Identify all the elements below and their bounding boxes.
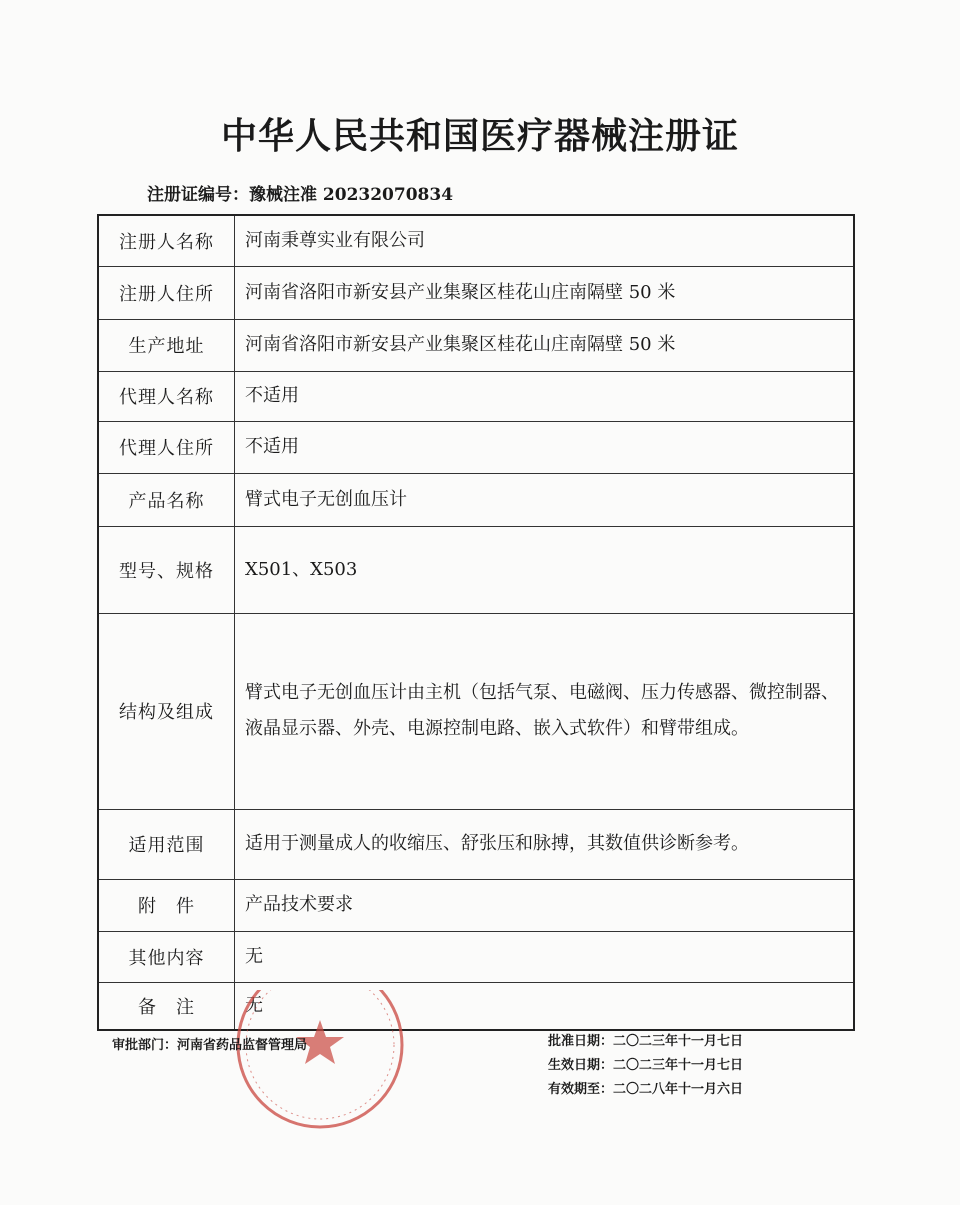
row-key: 其他内容 [98, 931, 235, 982]
row-value: 不适用 [235, 371, 855, 421]
expiry-date: 有效期至：二〇二八年十一月六日 [548, 1082, 744, 1097]
table-row [98, 931, 854, 982]
row-key: 备 注 [98, 982, 235, 1030]
table-row [98, 266, 854, 319]
row-key: 注册人名称 [98, 215, 235, 266]
row-value: 臂式电子无创血压计由主机（包括气泵、电磁阀、压力传感器、微控制器、液晶显示器、外壳、电源控制电路、嵌入式软件）和臂带组成。 [235, 613, 855, 809]
cert-number-value: 豫械注准 20232070834 [249, 185, 454, 205]
official-seal [230, 990, 410, 1130]
table-row [98, 809, 854, 879]
approval-date: 批准日期：二〇二三年十一月七日 [548, 1034, 744, 1049]
effective-date: 生效日期：二〇二三年十一月七日 [548, 1058, 744, 1073]
row-value: 不适用 [235, 421, 855, 473]
table-row [98, 526, 854, 613]
row-value: 臂式电子无创血压计 [235, 473, 855, 526]
row-key: 注册人住所 [98, 266, 235, 319]
row-value: 河南省洛阳市新安县产业集聚区桂花山庄南隔壁 50 米 [235, 319, 855, 371]
table-row [98, 473, 854, 526]
row-value: 无 [235, 982, 855, 1030]
table-row [98, 879, 854, 931]
row-value: 适用于测量成人的收缩压、舒张压和脉搏，其数值供诊断参考。 [235, 809, 855, 879]
row-value: 产品技术要求 [235, 879, 855, 931]
row-value: X501、X503 [235, 526, 855, 613]
document-title: 中华人民共和国医疗器械注册证 [220, 115, 739, 157]
row-key: 产品名称 [98, 473, 235, 526]
row-key: 生产地址 [98, 319, 235, 371]
table-row [98, 371, 854, 421]
table-row [98, 319, 854, 371]
row-value: 无 [235, 931, 855, 982]
table-row [98, 613, 854, 809]
row-value: 河南省洛阳市新安县产业集聚区桂花山庄南隔壁 50 米 [235, 266, 855, 319]
table-row [98, 982, 854, 1030]
row-key: 适用范围 [98, 809, 235, 879]
cert-number [147, 180, 453, 205]
row-value: 河南秉尊实业有限公司 [235, 215, 855, 266]
cert-number-label: 注册证编号： [147, 185, 249, 205]
approval-department: 审批部门：河南省药品监督管理局 [112, 1038, 308, 1053]
dates-block [548, 1030, 743, 1102]
table-row [98, 215, 854, 266]
row-key: 附 件 [98, 879, 235, 931]
registration-table [97, 214, 855, 1031]
row-key: 型号、规格 [98, 526, 235, 613]
table-row [98, 421, 854, 473]
row-key: 代理人住所 [98, 421, 235, 473]
row-key: 结构及组成 [98, 613, 235, 809]
row-key: 代理人名称 [98, 371, 235, 421]
